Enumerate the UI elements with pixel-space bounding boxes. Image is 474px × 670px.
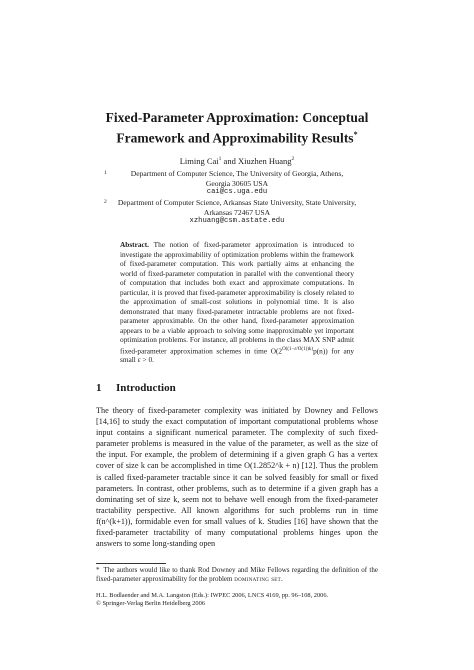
footnote — [96, 566, 378, 584]
author-sup-2: 2 — [291, 156, 295, 162]
publication-info — [96, 592, 328, 608]
affiliation-2-line-2: Arkansas 72467 USA — [203, 207, 271, 217]
abstract — [120, 240, 354, 365]
author-name-1: Liming Cai — [179, 155, 219, 166]
section-number: 1 — [96, 382, 102, 394]
affiliation-2-email[interactable]: xzhuang@csm.astate.edu — [189, 217, 285, 226]
footnote-end: . — [280, 575, 283, 583]
publication-info-line-1: H.L. Bodlaender and M.A. Langston (Eds.): IWPEC 2006, LNCS 4169, pp. 96–108, 2006. — [96, 592, 329, 599]
author-and: and — [223, 155, 236, 166]
section-title: Introduction — [116, 382, 176, 394]
abstract-text: The notion of fixed-parameter approximation is introduced to investigate the approximability of optimization problems within the framework of fixed-parameter computation. This work partially aims at enhancing the world of fixed-parameter computation in parallel with the conventional theory of computation that includes both exact and approximate computations. In particular, it is proved that fixed-parameter approximability is closely related to the approximation of small-cost solutions in polynomial time. It is also demonstrated that many fixed-parameter intractable problems are not fixed-parameter approximable. On the other hand, fixed-parameter approximation appears to be a viable approach to solving some inapproximable yet important optimization problems. For instance, all problems in the class MAX SNP admit fixed-parameter approximation schemes in time O(2 — [120, 240, 354, 355]
affiliation-2-line-1: Department of Computer Science, Arkansas State University, State University, — [117, 198, 357, 207]
abstract-text-end: p(n)) for any small ε > 0. — [120, 345, 355, 365]
title-line-2-text: Framework and Approximability Results — [116, 130, 354, 146]
affiliation-1-line-1: Department of Computer Science, The University of Georgia, Athens, — [130, 169, 344, 178]
footnote-mark: * — [96, 566, 100, 574]
footnote-text: The authors would like to thank Rod Downey and Mike Fellows regarding the definition of the fixed-parameter approximability for the problem — [96, 566, 378, 583]
title-footnote-mark: * — [353, 130, 358, 139]
author-name-2: Xiuzhen Huang — [237, 155, 292, 166]
affiliation-1-email[interactable]: cai@cs.uga.edu — [206, 188, 268, 197]
affiliation-2 — [104, 198, 364, 227]
title-line-1: Fixed-Parameter Approximation: Conceptual — [105, 110, 369, 125]
author-sup-1: 1 — [218, 156, 222, 162]
affiliation-1 — [104, 169, 364, 198]
affiliation-1-sup: 1 — [104, 170, 107, 176]
title-line-2 — [0, 126, 474, 147]
affiliation-2-sup: 2 — [104, 199, 107, 205]
footnote-problem-name: dominating set — [234, 575, 281, 583]
body-paragraph: The theory of fixed-parameter complexity was initiated by Downey and Fellows [14,16] to study the exact computation of important computational problems whose input contains a significant numerical parameter. The complexity of such fixed-parameter problems is measured in the value of the parameter, as well as the size of the input. For example, the problem of determining if a given graph G has a vertex cover of size k can be accomplished in time O(1.2852^k + n) [12]. Thus the problem is called fixed-parameter tractable since it can be solved feasibly for small or fixed parameters. In contrast, other problems, such as to determine if a given graph has a dominating set of size k, seem not to behave well enough from the fixed-parameter tractability perspective. All known algorithms for such problems run in time f(n^(k+1)), formidable even for small values of k. Studies [16] have shown that the fixed-parameter tractability of many computational problems hinges upon the answers to some long-standing open — [96, 406, 378, 549]
paper-title — [0, 109, 474, 147]
section-heading — [96, 382, 176, 394]
publication-info-line-2: © Springer-Verlag Berlin Heidelberg 2006 — [96, 600, 205, 607]
author-line — [0, 154, 474, 167]
footnote-rule — [96, 563, 166, 564]
affiliation-1-line-2: Georgia 30605 USA — [205, 178, 269, 188]
abstract-label: Abstract. — [120, 240, 149, 249]
abstract-exponent: O((1−ε/O(1))k) — [282, 346, 314, 352]
